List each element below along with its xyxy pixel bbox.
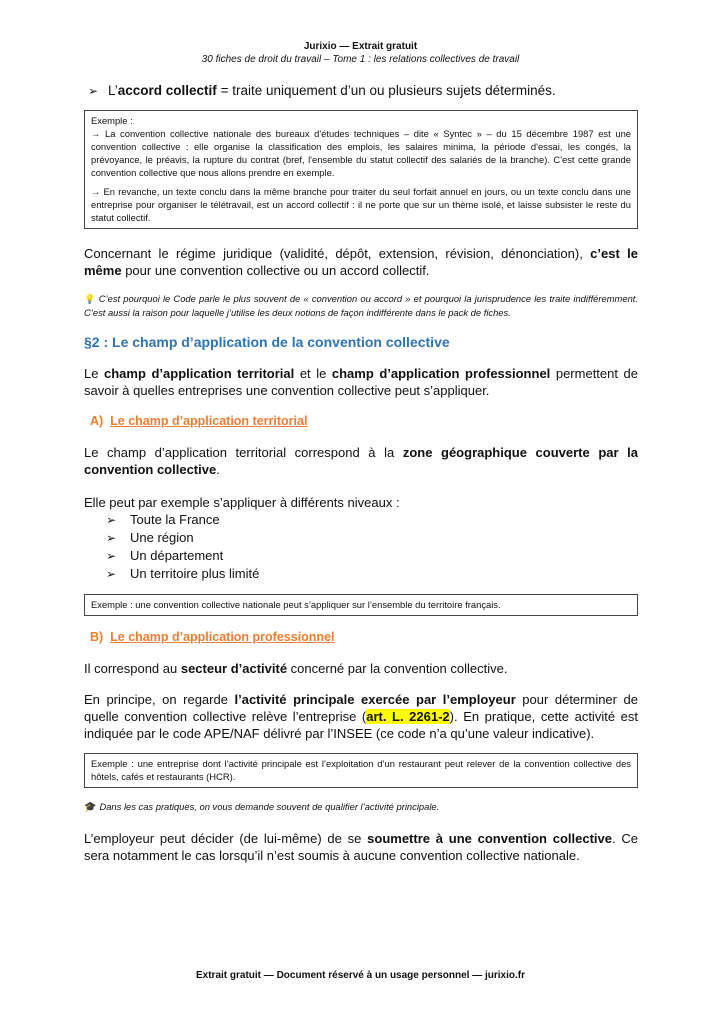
example-box-syntec [84,110,638,229]
arrow-bullet-icon: ➢ [88,84,99,98]
arrow-bullet-icon: ➢ [106,567,117,581]
accord-bullet: ➢ L’accord collectif = traite uniquement d’un ou plusieurs sujets déterminés. [84,82,638,100]
arrow-bullet-icon: ➢ [106,531,117,545]
subsection-a-title: A) Le champ d’application territorial [90,414,308,428]
list-item: ➢ Une région [84,529,638,547]
levels-list [84,511,638,583]
document-body [84,82,638,864]
example-paragraph: → En revanche, un texte conclu dans la même branche pour traiter du seul forfait annuel en jours, ou un texte conclu dans une entreprise pour organiser le télétravail, est un accord collectif : il ne porte que sur un thème isolé, et laisse subsister le reste du statut collectif. [91,186,631,223]
list-item: ➢ Un territoire plus limité [84,565,638,583]
final-paragraph: L’employeur peut décider (de lui-même) de se soumettre à une convention collective. Ce sera notamment le cas lorsqu’il n’est soumis à aucune convention collective nationale. [84,831,638,863]
example-paragraph: → La convention collective nationale des bureaux d'études techniques – dite « Syntec » – du 15 décembre 1987 est une convention collective : elle organise la classification des emplois, les salaires minima, la période d'essai, les congés, la prévoyance, le préavis, la rupture du contrat (bref, l'ensemble du statut collectif des salariés de la branche). C'est cette grande convention collective que nous allons prendre en exemple. [91,128,631,178]
lightbulb-icon: 💡 [84,294,96,304]
secteur-paragraph: Il correspond au secteur d’activité concerné par la convention collective. [84,661,508,676]
list-item: ➢ Toute la France [84,511,638,529]
principe-paragraph: En principe, on regarde l’activité principale exercée par l’employeur pour déterminer de quelle convention collective relève l’entreprise (art. L. 2261-2). En pratique, cette activité est indiquée par le code APE/NAF délivré par l’INSEE (ce code n’a qu’une valeur indicative). [84,692,639,741]
article-reference: art. L. 2261-2 [366,709,450,724]
page-footer: Extrait gratuit — Document réservé à un usage personnel — jurixio.fr [196,970,525,981]
section-title: §2 : Le champ d’application de la convention collective [84,334,450,350]
header-subtitle: 30 fiches de droit du travail – Tome 1 : les relations collectives de travail [201,54,520,65]
arrow-bullet-icon: ➢ [106,513,117,527]
header-title: Jurixio — Extrait gratuit [303,41,418,52]
example-box-territorial: Exemple : une convention collective nationale peut s’appliquer sur l’ensemble du territoire français. [84,594,638,616]
example-label: Exemple : [91,115,133,126]
accord-term: accord collectif [117,83,217,98]
graduation-cap-icon: 🎓 [84,802,97,813]
champ-intro-paragraph: Le champ d’application territorial et le champ d’application professionnel permettent de savoir à quelles entreprises une convention collective peut s’appliquer. [84,366,638,398]
subsection-b-title: B) Le champ d’application professionnel [90,630,335,644]
page-header [0,40,721,66]
territorial-paragraph: Le champ d’application territorial correspond à la zone géographique couverte par la convention collective. [84,445,638,477]
list-item: ➢ Un département [84,547,638,565]
exam-note: 🎓 Dans les cas pratiques, on vous demande souvent de qualifier l’activité principale. [84,801,440,813]
levels-intro: Elle peut par exemple s’appliquer à différents niveaux : [84,495,400,510]
example-box-hcr: Exemple : une entreprise dont l’activité principale est l’exploitation d’un restaurant peut relever de la convention collective des hôtels, cafés et restaurants (HCR). [84,753,638,788]
tip-note: 💡 C’est pourquoi le Code parle le plus souvent de « convention ou accord » et pourquoi la jurisprudence les traite indifféremment. C’est aussi la raison pour laquelle j’utilise les deux notions de façon indifférente dans le pack de fiches. [84,293,638,318]
arrow-bullet-icon: ➢ [106,549,117,563]
regime-paragraph: Concernant le régime juridique (validité, dépôt, extension, révision, dénonciation), c’est le même pour une convention collective ou un accord collectif. [84,246,638,278]
